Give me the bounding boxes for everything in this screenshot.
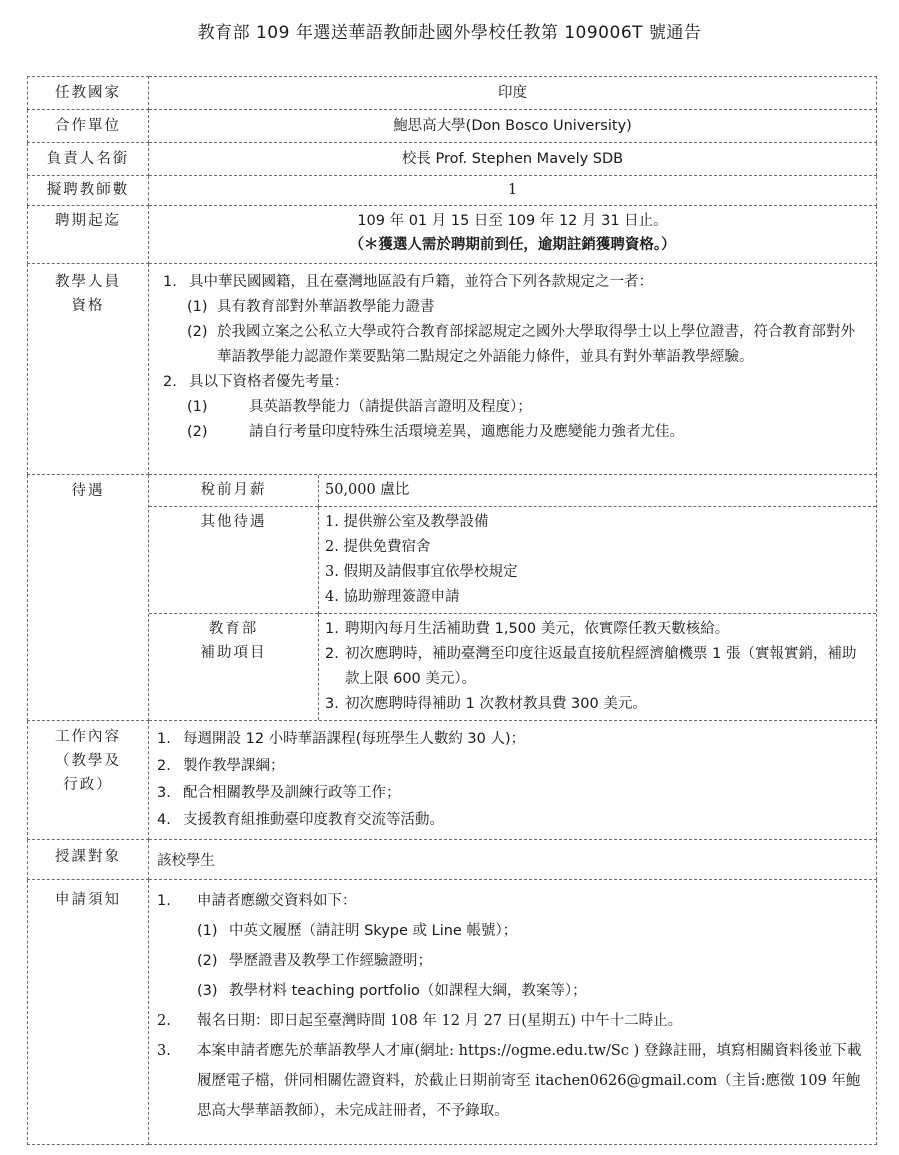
salary-label: 稅前月薪 bbox=[149, 475, 319, 507]
row-teachers bbox=[28, 176, 877, 206]
value-duties bbox=[149, 721, 877, 840]
row-application bbox=[28, 880, 877, 1145]
sub-number: (3) bbox=[197, 983, 218, 999]
benefits-table bbox=[149, 475, 876, 720]
label-line: （教學及 bbox=[55, 753, 121, 769]
label-benefits: 待遇 bbox=[28, 475, 149, 721]
value-qualification bbox=[149, 264, 877, 475]
value-head: 校長 Prof. Stephen Mavely SDB bbox=[149, 143, 877, 176]
label-line: 教育部 bbox=[208, 621, 259, 637]
list-item: 3. 假期及請假事宜依學校規定 bbox=[325, 564, 518, 580]
item-text: 具中華民國國籍，且在臺灣地區設有戶籍，並符合下列各款規定之一者： bbox=[189, 274, 653, 290]
label-qualification bbox=[28, 264, 149, 475]
item-number: 2. bbox=[163, 374, 177, 390]
sub-item bbox=[163, 320, 868, 370]
sub-text: 學歷證書及教學工作經驗證明； bbox=[229, 953, 432, 969]
label-line: 教學人員 bbox=[55, 274, 121, 290]
sub-number: (1) bbox=[197, 923, 218, 939]
item-text: 具以下資格者優先考量： bbox=[189, 374, 349, 390]
sub-number: (1) bbox=[187, 299, 208, 315]
sub-item bbox=[157, 916, 868, 946]
value-teachers: 1 bbox=[149, 176, 877, 206]
list-item bbox=[157, 780, 868, 807]
list-item bbox=[163, 270, 868, 295]
row-qualification bbox=[28, 264, 877, 475]
item-number: 2. bbox=[157, 758, 171, 774]
sub-item bbox=[163, 395, 868, 420]
item-number: 1. bbox=[325, 621, 339, 637]
row-head bbox=[28, 143, 877, 176]
sub-item bbox=[163, 295, 868, 320]
list-item bbox=[325, 642, 868, 692]
list-item bbox=[163, 370, 868, 395]
list-item bbox=[157, 807, 868, 834]
row-country bbox=[28, 77, 877, 110]
row-period bbox=[28, 206, 877, 264]
list-item bbox=[157, 1036, 868, 1126]
moe-label bbox=[149, 614, 319, 721]
sub-text: 教學材料 teaching portfolio（如課程大綱，教案等）； bbox=[229, 983, 587, 999]
sub-text: 請自行考量印度特殊生活環境差異，適應能力及應變能力強者尤佳。 bbox=[249, 424, 684, 440]
item-text: 初次應聘時，補助臺灣至印度往返最直接航程經濟艙機票 1 張（實報實銷，補助款上限 600 美元）。 bbox=[345, 646, 857, 687]
other-label: 其他待遇 bbox=[149, 507, 319, 614]
item-text: 配合相關教學及訓練行政等工作； bbox=[183, 785, 401, 801]
sub-item bbox=[157, 976, 868, 1006]
list-item bbox=[325, 617, 868, 642]
label-country: 任教國家 bbox=[28, 77, 149, 110]
item-text: 報名日期：即日起至臺灣時間 108 年 12 月 27 日(星期五) 中午十二時止。 bbox=[197, 1013, 683, 1029]
item-number: 2. bbox=[325, 646, 339, 662]
list-item: 2. 提供免費宿舍 bbox=[325, 539, 431, 555]
benefit-moe-row bbox=[149, 614, 876, 721]
sub-number: (2) bbox=[187, 324, 208, 340]
list-item bbox=[157, 753, 868, 780]
sub-item bbox=[163, 420, 868, 445]
sub-number: (2) bbox=[197, 953, 218, 969]
item-number: 1. bbox=[157, 731, 171, 747]
value-period bbox=[149, 206, 877, 264]
item-number: 4. bbox=[157, 812, 171, 828]
benefit-other-row bbox=[149, 507, 876, 614]
period-note: （＊獲選人需於聘期前到任，逾期註銷獲聘資格。） bbox=[349, 237, 676, 253]
period-dates: 109 年 01 月 15 日至 109 年 12 月 31 日止。 bbox=[357, 213, 668, 229]
list-item: 4. 協助辦理簽證申請 bbox=[325, 589, 460, 605]
sub-item bbox=[157, 946, 868, 976]
row-benefits bbox=[28, 475, 877, 721]
value-partner: 鮑思高大學(Don Bosco University) bbox=[149, 110, 877, 143]
item-text: 製作教學課綱； bbox=[183, 758, 285, 774]
sub-number: (1) bbox=[187, 399, 208, 415]
list-item bbox=[157, 1006, 868, 1036]
label-line: 行政） bbox=[63, 777, 113, 793]
label-audience: 授課對象 bbox=[28, 840, 149, 880]
sub-text: 具有教育部對外華語教學能力證書 bbox=[217, 299, 435, 315]
other-list bbox=[319, 507, 877, 614]
notice-table bbox=[27, 76, 877, 1145]
label-duties bbox=[28, 721, 149, 840]
sub-number: (2) bbox=[187, 424, 208, 440]
sub-text: 於我國立案之公私立大學或符合教育部採認規定之國外大學取得學士以上學位證書，符合教育部對外華語教學能力認證作業要點第二點規定之外語能力條件，並具有對外華語教學經驗。 bbox=[217, 324, 855, 365]
item-number: 3. bbox=[157, 785, 171, 801]
benefit-salary-row bbox=[149, 475, 876, 507]
item-text: 聘期內每月生活補助費 1,500 美元，依實際任教天數核給。 bbox=[345, 621, 730, 637]
list-item bbox=[157, 726, 868, 753]
value-application bbox=[149, 880, 877, 1145]
row-audience bbox=[28, 840, 877, 880]
item-text: 每週開設 12 小時華語課程(每班學生人數約 30 人)； bbox=[183, 731, 526, 747]
label-line: 資格 bbox=[71, 298, 105, 314]
item-text: 初次應聘時得補助 1 次教材教具費 300 美元。 bbox=[345, 696, 647, 712]
notice-title: 教育部 109 年選送華語教師赴國外學校任教第 109006T 號通告 bbox=[197, 23, 702, 43]
sub-text: 中英文履歷（請註明 Skype 或 Line 帳號）； bbox=[229, 923, 518, 939]
sub-text: 具英語教學能力（請提供語言證明及程度）； bbox=[249, 399, 532, 415]
item-text: 本案申請者應先於華語教學人才庫(網址: https://ogme.edu.tw/Sc ) 登錄註冊，填寫相關資料後並下載履歷電子檔，併同相關佐證資料，於截止日期前寄至 itachen0626@gmail.com（主旨:應徵 109 年鮑思高大學華語教師），未完成註冊者，不予錄取。 bbox=[197, 1043, 862, 1119]
label-partner: 合作單位 bbox=[28, 110, 149, 143]
list-item bbox=[157, 886, 868, 916]
label-application: 申請須知 bbox=[28, 880, 149, 1145]
list-item: 1. 提供辦公室及教學設備 bbox=[325, 514, 489, 530]
label-line: 工作內容 bbox=[55, 729, 121, 745]
label-head: 負責人名銜 bbox=[28, 143, 149, 176]
item-number: 1. bbox=[163, 274, 177, 290]
value-country: 印度 bbox=[149, 77, 877, 110]
row-partner bbox=[28, 110, 877, 143]
value-benefits bbox=[149, 475, 877, 721]
item-number: 3. bbox=[157, 1043, 171, 1059]
list-item bbox=[325, 692, 868, 717]
item-text: 支援教育組推動臺印度教育交流等活動。 bbox=[183, 812, 444, 828]
row-duties bbox=[28, 721, 877, 840]
item-text: 申請者應繳交資料如下： bbox=[197, 893, 357, 909]
label-period: 聘期起迄 bbox=[28, 206, 149, 264]
item-number: 2. bbox=[157, 1013, 171, 1029]
label-teachers: 擬聘教師數 bbox=[28, 176, 149, 206]
item-number: 3. bbox=[325, 696, 339, 712]
item-number: 1. bbox=[157, 893, 171, 909]
salary-value: 50,000 盧比 bbox=[325, 482, 410, 498]
moe-list bbox=[319, 614, 877, 721]
value-audience: 該校學生 bbox=[149, 840, 877, 880]
label-line: 補助項目 bbox=[200, 645, 267, 661]
